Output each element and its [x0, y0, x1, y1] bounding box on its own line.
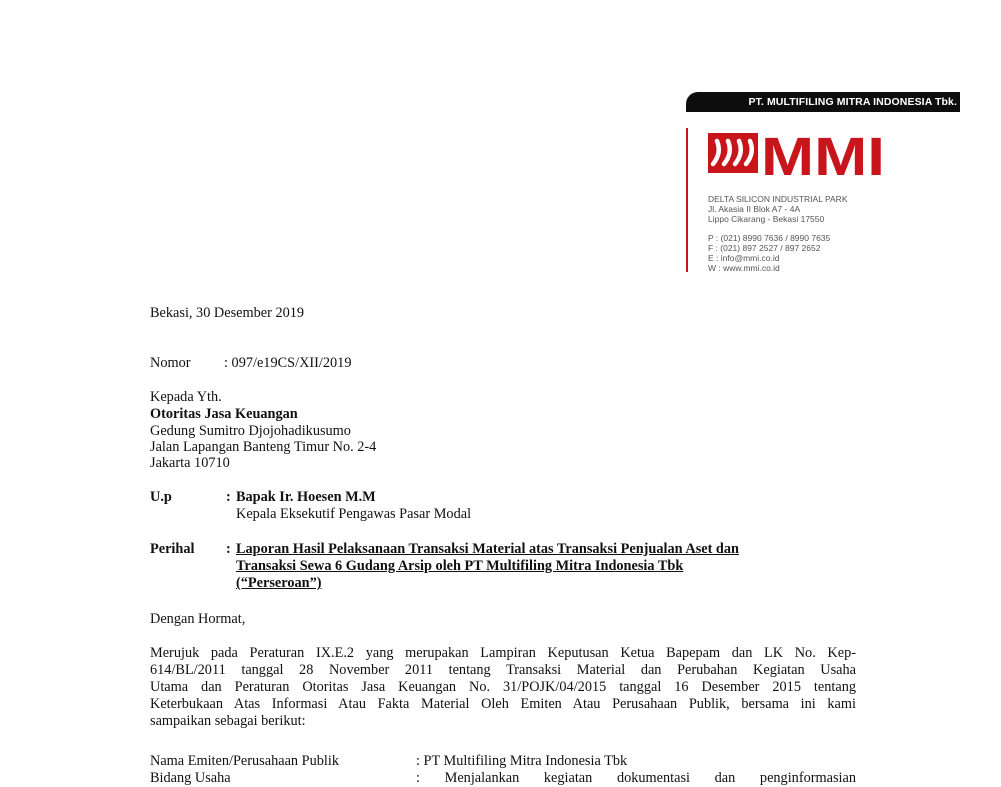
- detail-value-bidang-usaha: : Menjalankan kegiatan dokumentasi dan penginformasian: [416, 770, 856, 786]
- recipient-greeting: Kepada Yth.: [150, 389, 222, 405]
- mmi-logo: [708, 129, 888, 181]
- up-name: Bapak Ir. Hoesen M.M: [236, 489, 376, 505]
- body-line-3: Utama dan Peraturan Otoritas Jasa Keuangan No. 31/POJK/04/2015 tanggal 16 Desember 2015 tentang: [150, 679, 856, 695]
- letterhead-divider: [686, 128, 688, 272]
- recipient-line-1: Gedung Sumitro Djojohadikusumo: [150, 423, 351, 439]
- contact-website: W : www.mmi.co.id: [708, 263, 780, 273]
- address-line-3: Lippo Cikarang - Bekasi 17550: [708, 214, 825, 224]
- detail-label-emiten: Nama Emiten/Perusahaan Publik: [150, 753, 339, 769]
- nomor-value: : 097/e19CS/XII/2019: [224, 355, 352, 371]
- detail-value-emiten: : PT Multifiling Mitra Indonesia Tbk: [416, 753, 628, 769]
- up-label: U.p: [150, 489, 172, 505]
- recipient-line-3: Jakarta 10710: [150, 455, 230, 471]
- detail-label-bidang-usaha: Bidang Usaha: [150, 770, 231, 786]
- salutation: Dengan Hormat,: [150, 611, 246, 627]
- address-line-2: Jl. Akasia II Blok A7 - 4A: [708, 204, 801, 214]
- place-date: Bekasi, 30 Desember 2019: [150, 305, 305, 321]
- body-line-1: Merujuk pada Peraturan IX.E.2 yang merupakan Lampiran Keputusan Ketua Bapepam dan LK No. Kep-: [150, 645, 856, 661]
- up-colon: :: [226, 489, 231, 505]
- body-line-5: sampaikan sebagai berikut:: [150, 713, 306, 729]
- perihal-label: Perihal: [150, 541, 195, 557]
- recipient-line-2: Jalan Lapangan Banteng Timur No. 2-4: [150, 439, 377, 455]
- body-line-4: Keterbukaan Atas Informasi Atau Fakta Material Oleh Emiten Atau Perusahaan Publik, bersama ini kami: [150, 696, 856, 712]
- nomor-label: Nomor: [150, 355, 191, 371]
- company-banner: PT. MULTIFILING MITRA INDONESIA Tbk.: [686, 92, 960, 112]
- perihal-line-2: Transaksi Sewa 6 Gudang Arsip oleh PT Multifiling Mitra Indonesia Tbk: [236, 558, 684, 574]
- up-title: Kepala Eksekutif Pengawas Pasar Modal: [236, 506, 472, 522]
- contact-fax: F : (021) 897 2527 / 897 2652: [708, 243, 821, 253]
- body-paragraph: [150, 645, 856, 730]
- perihal-line-3: (“Perseroan”): [236, 575, 322, 591]
- body-line-2: 614/BL/2011 tanggal 28 November 2011 tentang Transaksi Material dan Perubahan Kegiatan Usaha: [150, 662, 856, 678]
- recipient-name: Otoritas Jasa Keuangan: [150, 406, 298, 422]
- perihal-line-1: Laporan Hasil Pelaksanaan Transaksi Material atas Transaksi Penjualan Aset dan: [236, 541, 739, 557]
- perihal-colon: :: [226, 541, 231, 557]
- contact-phone: P : (021) 8990 7636 / 8990 7635: [708, 233, 831, 243]
- contact-email: E : info@mmi.co.id: [708, 253, 780, 263]
- logo-text: MMI: [761, 129, 885, 181]
- address-line-1: DELTA SILICON INDUSTRIAL PARK: [708, 194, 848, 204]
